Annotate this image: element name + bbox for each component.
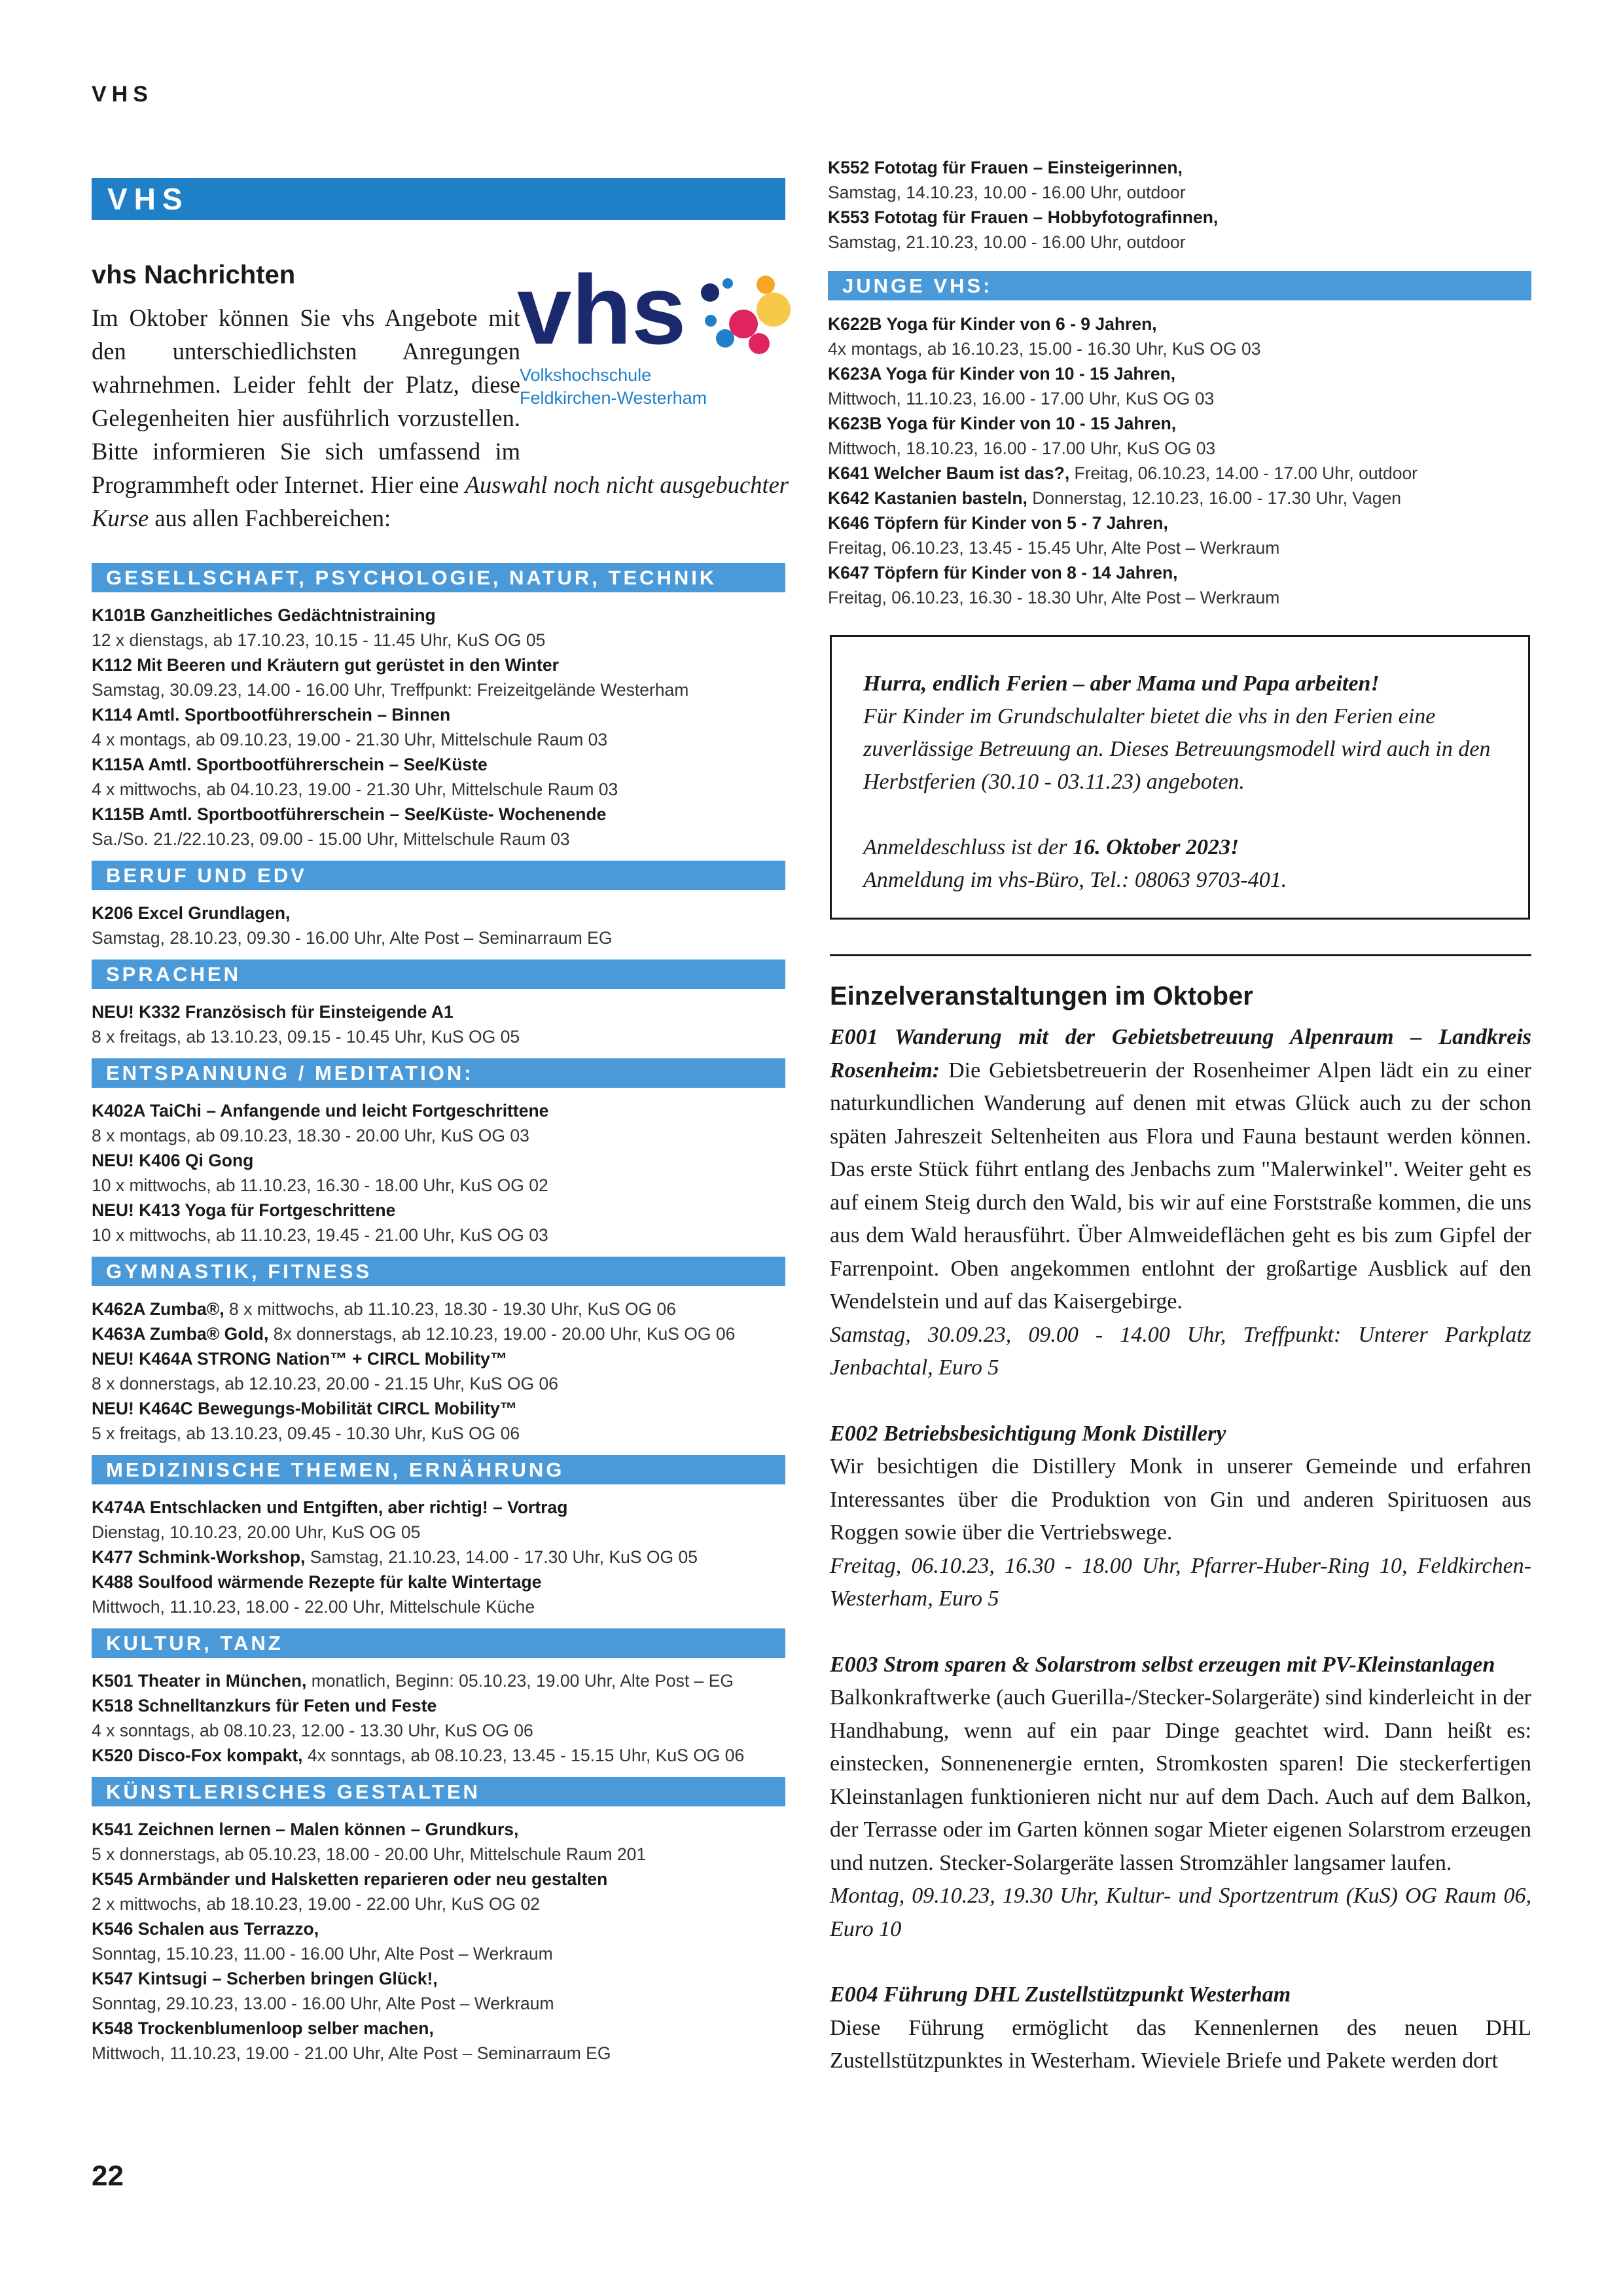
course-details: Samstag, 21.10.23, 10.00 - 16.00 Uhr, outdoor <box>828 232 1186 252</box>
course-line <box>92 1693 798 1718</box>
course-details: Sonntag, 15.10.23, 11.00 - 16.00 Uhr, Alte Post – Werkraum <box>92 1944 553 1964</box>
course-line <box>828 535 1535 560</box>
course-line <box>92 1817 798 1842</box>
course-details: 8 x donnerstags, ab 12.10.23, 20.00 - 21.15 Uhr, KuS OG 06 <box>92 1374 559 1393</box>
course-line <box>92 1495 798 1520</box>
course-details: Dienstag, 10.10.23, 20.00 Uhr, KuS OG 05 <box>92 1522 421 1542</box>
junge-vhs-list <box>828 312 1535 610</box>
course-line <box>92 1743 798 1768</box>
course-title: K488 Soulfood wärmende Rezepte für kalte Wintertage <box>92 1572 542 1592</box>
event-title: E002 Betriebsbesichtigung Monk Distillery <box>830 1421 1226 1446</box>
events-list <box>830 1021 1531 2111</box>
course-line <box>828 155 1535 180</box>
course-title: K115A Amtl. Sportbootführerschein – See/Küste <box>92 755 488 774</box>
course-details: 4x sonntags, ab 08.10.23, 13.45 - 15.15 Uhr, KuS OG 06 <box>302 1746 745 1765</box>
course-details: Samstag, 21.10.23, 14.00 - 17.30 Uhr, KuS OG 05 <box>305 1547 698 1567</box>
course-details: Donnerstag, 12.10.23, 16.00 - 17.30 Uhr, Vagen <box>1027 488 1402 508</box>
category-section <box>92 1058 798 1247</box>
course-details: 10 x mittwochs, ab 11.10.23, 19.45 - 21.00 Uhr, KuS OG 03 <box>92 1225 548 1245</box>
course-line <box>92 1842 798 1867</box>
news-intro-end: aus allen Fachbereichen: <box>149 505 391 531</box>
course-line <box>92 1594 798 1619</box>
news-title: vhs Nachrichten <box>92 260 296 289</box>
course-details: Mittwoch, 11.10.23, 19.00 - 21.00 Uhr, Alte Post – Seminarraum EG <box>92 2043 611 2063</box>
vhs-logo-word: vhs <box>517 259 687 365</box>
course-details: 8 x montags, ab 09.10.23, 18.30 - 20.00 Uhr, KuS OG 03 <box>92 1126 529 1145</box>
category-section <box>92 563 798 852</box>
course-details: Samstag, 14.10.23, 10.00 - 16.00 Uhr, outdoor <box>828 183 1186 202</box>
course-details: 4x montags, ab 16.10.23, 15.00 - 16.30 Uhr, KuS OG 03 <box>828 339 1261 359</box>
event-item <box>830 1649 1531 1946</box>
news-intro-italic: Auswahl noch nicht ausgebuchter Kurse <box>92 471 789 531</box>
event-title: E001 Wanderung mit der Gebietsbetreuung Alpenraum – Landkreis Rosenheim: <box>830 1025 1531 1083</box>
divider-rule <box>830 954 1531 956</box>
logo-wrap-space <box>520 301 789 442</box>
course-line <box>92 727 798 752</box>
course-title: K474A Entschlacken und Entgiften, aber richtig! – Vortrag <box>92 1498 568 1517</box>
course-title: K552 Fototag für Frauen – Einsteigerinnen, <box>828 158 1183 177</box>
event-title: E003 Strom sparen & Solarstrom selbst erzeugen mit PV-Kleinstanlagen <box>830 1652 1495 1677</box>
course-details: 4 x mittwochs, ab 04.10.23, 19.00 - 21.30 Uhr, Mittelschule Raum 03 <box>92 780 618 799</box>
logo-dot <box>701 283 719 302</box>
ferien-deadline <box>863 831 1508 864</box>
event-body: Balkonkraftwerke (auch Guerilla-/Stecker-Solargeräte) sind kinderleicht in der Handhabung, wenn auf ein paar Dinge geachtet wird. Dann heißt es: einstecken, Sonnenenergie ernten, Stromkosten sparen! Die steckerfertigen Kleinstanlagen funktionieren nicht nur auf dem Dach. Auch auf dem Balkon, der Terrasse oder im Garten können sogar Mieter eigenen Solarstrom erzeugen und nutzen. Stecker-Solargeräte lassen Stromzähler langsamer laufen. <box>830 1685 1531 1875</box>
course-title: K545 Armbänder und Halsketten reparieren oder neu gestalten <box>92 1869 608 1889</box>
course-line <box>92 1916 798 1941</box>
ferien-deadline-date: 16. Oktober 2023! <box>1073 835 1240 859</box>
course-details: 4 x montags, ab 09.10.23, 19.00 - 21.30 Uhr, Mittelschule Raum 03 <box>92 730 608 749</box>
course-title: K112 Mit Beeren und Kräutern gut gerüstet in den Winter <box>92 655 559 675</box>
category-section <box>92 1455 798 1619</box>
course-title: NEU! K464C Bewegungs-Mobilität CIRCL Mobility™ <box>92 1399 518 1418</box>
course-details: Mittwoch, 18.10.23, 16.00 - 17.00 Uhr, KuS OG 03 <box>828 439 1216 458</box>
course-title: K501 Theater in München, <box>92 1671 307 1691</box>
course-title: NEU! K413 Yoga für Fortgeschrittene <box>92 1200 396 1220</box>
course-title: K548 Trockenblumenloop selber machen, <box>92 2018 434 2038</box>
category-bar: ENTSPANNUNG / MEDITATION: <box>92 1058 785 1088</box>
course-line <box>92 1321 798 1346</box>
category-bar: KÜNSTLERISCHES GESTALTEN <box>92 1777 785 1806</box>
course-details: 5 x freitags, ab 13.10.23, 09.45 - 10.30 Uhr, KuS OG 06 <box>92 1424 520 1443</box>
course-title: K463A Zumba® Gold, <box>92 1324 269 1344</box>
course-line <box>92 1297 798 1321</box>
course-title: K518 Schnelltanzkurs für Feten und Feste <box>92 1696 437 1715</box>
course-list <box>92 1495 798 1619</box>
course-line <box>92 1396 798 1421</box>
course-details: Mittwoch, 11.10.23, 16.00 - 17.00 Uhr, KuS OG 03 <box>828 389 1215 408</box>
logo-dot <box>757 276 775 294</box>
course-title: K641 Welcher Baum ist das?, <box>828 463 1070 483</box>
course-details: Sonntag, 29.10.23, 13.00 - 16.00 Uhr, Alte Post – Werkraum <box>92 1994 554 2013</box>
course-line <box>828 230 1535 255</box>
ferien-deadline-prefix: Anmeldeschluss ist der <box>863 835 1073 859</box>
course-line <box>92 999 798 1024</box>
course-line <box>92 925 798 950</box>
event-info: Montag, 09.10.23, 19.30 Uhr, Kultur- und Sportzentrum (KuS) OG Raum 06, Euro 10 <box>830 1884 1531 1941</box>
course-title: K402A TaiChi – Anfangende und leicht Fortgeschrittene <box>92 1101 549 1121</box>
course-line <box>92 1545 798 1570</box>
course-details: 8x donnerstags, ab 12.10.23, 19.00 - 20.00 Uhr, KuS OG 06 <box>268 1324 736 1344</box>
course-line <box>92 677 798 702</box>
event-title: E004 Führung DHL Zustellstützpunkt Westerham <box>830 1982 1291 2007</box>
course-line <box>92 1991 798 2016</box>
event-item <box>830 1021 1531 1385</box>
course-details: 5 x donnerstags, ab 05.10.23, 18.00 - 20.00 Uhr, Mittelschule Raum 201 <box>92 1844 647 1864</box>
course-title: K547 Kintsugi – Scherben bringen Glück!, <box>92 1969 438 1988</box>
course-title: K546 Schalen aus Terrazzo, <box>92 1919 319 1939</box>
course-line <box>92 1123 798 1148</box>
course-line <box>828 560 1535 585</box>
event-info: Freitag, 06.10.23, 16.30 - 18.00 Uhr, Pfarrer-Huber-Ring 10, Feldkirchen-Westerham, Euro 5 <box>830 1553 1531 1611</box>
category-bar: SPRACHEN <box>92 960 785 989</box>
course-line <box>92 752 798 777</box>
category-bar: MEDIZINISCHE THEMEN, ERNÄHRUNG <box>92 1455 785 1484</box>
course-title: K622B Yoga für Kinder von 6 - 9 Jahren, <box>828 314 1157 334</box>
course-title: K553 Fototag für Frauen – Hobbyfotografinnen, <box>828 207 1219 227</box>
category-section <box>92 1257 798 1446</box>
category-section <box>92 1777 798 2066</box>
news-intro-text: Im Oktober können Sie vhs Angebote mit den unterschiedlichsten Anregungen wahrnehmen. Leider fehlt der Platz, diese Gelegenheiten hier ausführlich vorzustellen. Bitte informieren Sie sich umfassend im Programmheft oder Internet. Hier eine <box>92 304 520 498</box>
course-line <box>92 1941 798 1966</box>
vhs-logo-line1: Volkshochschule <box>520 365 652 385</box>
course-line <box>828 411 1535 436</box>
event-item <box>830 1979 1531 2078</box>
course-line <box>92 1198 798 1223</box>
course-line <box>92 1421 798 1446</box>
category-section <box>92 1628 798 1768</box>
course-title: NEU! K332 Französisch für Einsteigende A1 <box>92 1002 454 1022</box>
course-details: Samstag, 30.09.23, 14.00 - 16.00 Uhr, Treffpunkt: Freizeitgelände Westerham <box>92 680 689 700</box>
course-line <box>92 1668 798 1693</box>
page-number: 22 <box>92 2160 124 2192</box>
course-title: K647 Töpfern für Kinder von 8 - 14 Jahren, <box>828 563 1178 583</box>
course-title: NEU! K464A STRONG Nation™ + CIRCL Mobility™ <box>92 1349 508 1369</box>
course-title: NEU! K406 Qi Gong <box>92 1151 254 1170</box>
course-list <box>92 1297 798 1446</box>
course-line <box>92 1867 798 1892</box>
course-line <box>92 2016 798 2041</box>
course-details: 8 x freitags, ab 13.10.23, 09.15 - 10.45 Uhr, KuS OG 05 <box>92 1027 520 1047</box>
course-line <box>92 1892 798 1916</box>
course-line <box>828 461 1535 486</box>
course-line <box>828 180 1535 205</box>
course-line <box>92 1520 798 1545</box>
event-item <box>830 1418 1531 1616</box>
events-title: Einzelveranstaltungen im Oktober <box>830 982 1253 1011</box>
course-line <box>92 1024 798 1049</box>
course-list <box>92 901 798 950</box>
course-line <box>92 702 798 727</box>
course-details: 2 x mittwochs, ab 18.10.23, 19.00 - 22.00 Uhr, KuS OG 02 <box>92 1894 540 1914</box>
course-details: 10 x mittwochs, ab 11.10.23, 16.30 - 18.00 Uhr, KuS OG 02 <box>92 1175 548 1195</box>
course-title: K623A Yoga für Kinder von 10 - 15 Jahren, <box>828 364 1176 384</box>
course-line <box>92 2041 798 2066</box>
course-details: 12 x dienstags, ab 17.10.23, 10.15 - 11.45 Uhr, KuS OG 05 <box>92 630 546 650</box>
course-title: K623B Yoga für Kinder von 10 - 15 Jahren, <box>828 414 1177 433</box>
event-body: Diese Führung ermöglicht das Kennenlernen des neuen DHL Zustellstützpunktes in Westerham. Wieviele Briefe und Pakete werden dort <box>830 2015 1531 2073</box>
course-title: K541 Zeichnen lernen – Malen können – Grundkurs, <box>92 1820 519 1839</box>
course-details: Mittwoch, 11.10.23, 18.00 - 22.00 Uhr, Mittelschule Küche <box>92 1597 535 1617</box>
course-line <box>92 1098 798 1123</box>
course-title: K646 Töpfern für Kinder von 5 - 7 Jahren, <box>828 513 1168 533</box>
course-line <box>92 1371 798 1396</box>
course-list <box>92 1098 798 1247</box>
category-bar: GESELLSCHAFT, PSYCHOLOGIE, NATUR, TECHNIK <box>92 563 785 592</box>
course-line <box>92 603 798 628</box>
course-line <box>92 901 798 925</box>
course-line <box>828 511 1535 535</box>
course-list <box>92 1817 798 2066</box>
category-bar: GYMNASTIK, FITNESS <box>92 1257 785 1286</box>
course-details: Freitag, 06.10.23, 16.30 - 18.30 Uhr, Alte Post – Werkraum <box>828 588 1280 607</box>
section-bar: VHS <box>92 178 785 220</box>
category-bar: BERUF UND EDV <box>92 861 785 890</box>
course-line <box>92 777 798 802</box>
category-section <box>92 960 798 1049</box>
course-details: Sa./So. 21./22.10.23, 09.00 - 15.00 Uhr, Mittelschule Raum 03 <box>92 829 570 849</box>
news-intro <box>92 301 789 535</box>
course-line <box>92 1718 798 1743</box>
course-details: monatlich, Beginn: 05.10.23, 19.00 Uhr, Alte Post – EG <box>306 1671 734 1691</box>
course-line <box>828 336 1535 361</box>
course-details: Freitag, 06.10.23, 13.45 - 15.45 Uhr, Alte Post – Werkraum <box>828 538 1280 558</box>
course-line <box>828 486 1535 511</box>
course-title: K115B Amtl. Sportbootführerschein – See/Küste- Wochenende <box>92 804 607 824</box>
course-line <box>92 653 798 677</box>
junge-vhs <box>828 271 1535 610</box>
course-title: K520 Disco-Fox kompakt, <box>92 1746 303 1765</box>
course-line <box>92 1570 798 1594</box>
course-line <box>828 585 1535 610</box>
category-bar: KULTUR, TANZ <box>92 1628 785 1658</box>
course-line <box>828 436 1535 461</box>
event-body: Wir besichtigen die Distillery Monk in unserer Gemeinde und erfahren Interessantes über die Produktion von Gin und anderen Spirituosen aus Roggen sowie über die Vertriebswege. <box>830 1454 1531 1545</box>
course-line <box>828 361 1535 386</box>
ferien-contact: Anmeldung im vhs-Büro, Tel.: 08063 9703-401. <box>863 868 1287 892</box>
course-line <box>92 802 798 827</box>
running-head: VHS <box>92 82 153 107</box>
course-title: K101B Ganzheitliches Gedächtnistraining <box>92 605 436 625</box>
course-details: 4 x sonntags, ab 08.10.23, 12.00 - 13.30 Uhr, KuS OG 06 <box>92 1721 533 1740</box>
course-details: Samstag, 28.10.23, 09.30 - 16.00 Uhr, Alte Post – Seminarraum EG <box>92 928 613 948</box>
course-list <box>92 603 798 852</box>
course-details: Freitag, 06.10.23, 14.00 - 17.00 Uhr, outdoor <box>1069 463 1418 483</box>
course-line <box>92 628 798 653</box>
course-line <box>92 1148 798 1173</box>
course-list <box>92 1668 798 1768</box>
ferien-body: Für Kinder im Grundschulalter bietet die vhs in den Ferien eine zuverlässige Betreuung an. Dieses Betreuungsmodell wird auch in den Herbstferien (30.10 - 03.11.23) angeboten. <box>863 704 1491 794</box>
course-line <box>828 205 1535 230</box>
event-body: Die Gebietsbetreuerin der Rosenheimer Alpen lädt ein zu einer naturkundlichen Wanderung auf denen mit etwas Glück auch zu der schon späten Jahreszeit Seltenheiten aus Flora und Fauna bestaunt werden können. Das erste Stück führt entlang des Jenbachs zum "Malerwinkel". Weiter geht es auf einem Steig durch den Wald, bis wir auf eine Forststraße kommen, die uns aus dem Wald herausführt. Über Almweideflächen geht es bis zum Gipfel der Farrenpoint. Oben angekommen entlohnt der großartige Ausblick auf den Wendelstein und auf das Kaisergebirge. <box>830 1058 1531 1314</box>
course-line <box>92 1966 798 1991</box>
course-line <box>828 312 1535 336</box>
course-categories <box>92 563 798 2075</box>
course-line <box>92 1223 798 1247</box>
ferien-box <box>830 635 1530 920</box>
event-info: Samstag, 30.09.23, 09.00 - 14.00 Uhr, Treffpunkt: Unterer Parkplatz Jenbachtal, Euro 5 <box>830 1322 1531 1380</box>
category-section <box>92 861 798 950</box>
course-list-photo <box>828 155 1535 255</box>
course-title: K642 Kastanien basteln, <box>828 488 1027 508</box>
logo-dot <box>722 278 733 289</box>
ferien-headline: Hurra, endlich Ferien – aber Mama und Papa arbeiten! <box>863 672 1380 696</box>
course-line <box>92 1173 798 1198</box>
course-details: 8 x mittwochs, ab 11.10.23, 18.30 - 19.30 Uhr, KuS OG 06 <box>224 1299 676 1319</box>
course-title: K114 Amtl. Sportbootführerschein – Binnen <box>92 705 451 725</box>
vhs-logo-line2: Feldkirchen-Westerham <box>520 388 707 408</box>
course-line <box>92 1346 798 1371</box>
course-title: K477 Schmink-Workshop, <box>92 1547 306 1567</box>
course-line <box>828 386 1535 411</box>
course-title: K462A Zumba®, <box>92 1299 224 1319</box>
junge-vhs-bar: JUNGE VHS: <box>828 271 1531 300</box>
course-line <box>92 827 798 852</box>
course-list <box>92 999 798 1049</box>
course-title: K206 Excel Grundlagen, <box>92 903 291 923</box>
